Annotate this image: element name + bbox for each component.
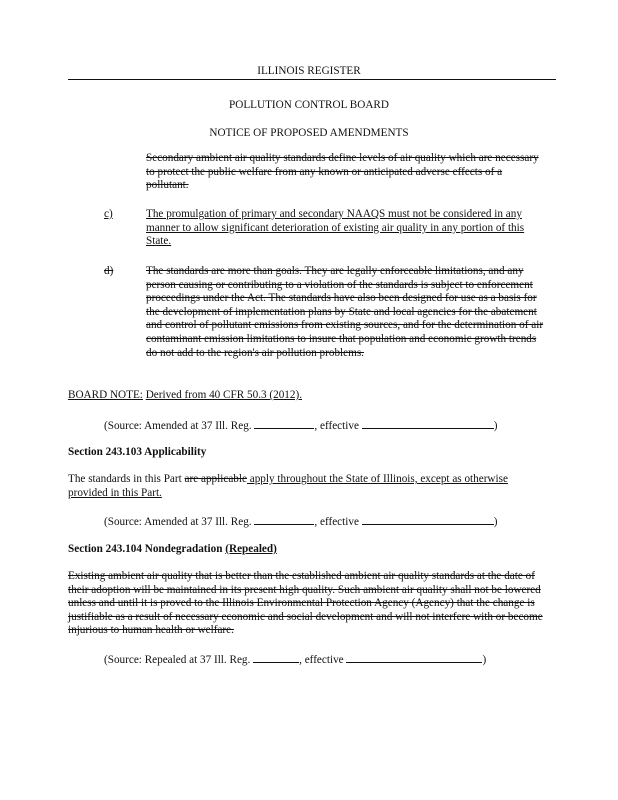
source-2-mid: , effective: [314, 516, 362, 528]
source-note-3: [104, 653, 486, 666]
section-103-text-before: The standards in this Part: [68, 473, 185, 485]
item-c-text: The promulgation of primary and secondary NAAQS must not be considered in any manner to allow significant deterioration of existing air quality in any portion of this State.: [146, 208, 525, 248]
source-3-end: ): [482, 654, 487, 666]
source-2-reg-blank: [254, 515, 314, 525]
source-3-mid: , effective: [299, 654, 347, 666]
secondary-standards-paragraph: Secondary ambient air quality standards define levels of air quality which are necessary to protect the public welfare from any known or anticipated adverse effects of a pollutant.: [146, 152, 539, 192]
section-104-title: Section 243.104 Nondegradation: [68, 543, 226, 555]
section-104-repealed: (Repealed): [225, 543, 277, 555]
board-title: POLLUTION CONTROL BOARD: [229, 99, 389, 111]
source-3-reg-blank: [253, 653, 299, 663]
board-note-label: BOARD NOTE:: [68, 389, 143, 401]
source-3-effective-blank: [346, 653, 482, 663]
source-note-2: [104, 515, 497, 528]
item-d-text: The standards are more than goals. They are legally enforceable limitations, and any person causing or contributing to a violation of the standards is subject to enforcement proceedings under the Act. The standards have also been designed for use as a basis for the development of implementation plans by State and local agencies for the abatement and control of pollutant emissions from existing sources, and for the determination of air contaminant emission limitations to insure that population and economic growth trends do not add to the region's air pollution problems.: [146, 265, 544, 359]
section-104-text: Existing ambient air quality that is better than the established ambient air quality standards at the date of their adoption will be maintained in its present high quality. Such ambient air quality shall not be lowered unless and until it is proved to the Illinois Environmental Protection Agency (Agency) that the change is justifiable as a result of necessary economic and social development and will not interfere with or become injurious to human health or welfare.: [68, 570, 543, 637]
source-1-reg-blank: [254, 419, 314, 429]
section-103-struck: are applicable: [184, 473, 247, 485]
item-d-marker: d): [104, 265, 114, 277]
section-103-heading: Section 243.103 Applicability: [68, 446, 207, 458]
board-note: [68, 389, 302, 401]
source-2-end: ): [493, 516, 498, 528]
source-1-mid: , effective: [314, 420, 362, 432]
source-2-effective-blank: [362, 515, 494, 525]
source-1-end: ): [493, 420, 498, 432]
source-1-prefix: (Source: Amended at 37 Ill. Reg.: [104, 420, 255, 432]
section-103-text: [68, 473, 548, 500]
section-104-heading: [68, 543, 277, 555]
section-103-text-after: apply throughout the State of Illinois, except as otherwise provided in this Part.: [68, 473, 508, 499]
source-3-prefix: (Source: Repealed at 37 Ill. Reg.: [104, 654, 254, 666]
header-rule: [68, 79, 556, 80]
source-note-1: [104, 419, 497, 432]
register-title: ILLINOIS REGISTER: [257, 65, 361, 77]
board-note-text: Derived from 40 CFR 50.3 (2012).: [145, 389, 303, 401]
source-1-effective-blank: [362, 419, 494, 429]
source-2-prefix: (Source: Amended at 37 Ill. Reg.: [104, 516, 255, 528]
item-c-marker: c): [104, 208, 113, 220]
notice-title: NOTICE OF PROPOSED AMENDMENTS: [209, 127, 409, 139]
